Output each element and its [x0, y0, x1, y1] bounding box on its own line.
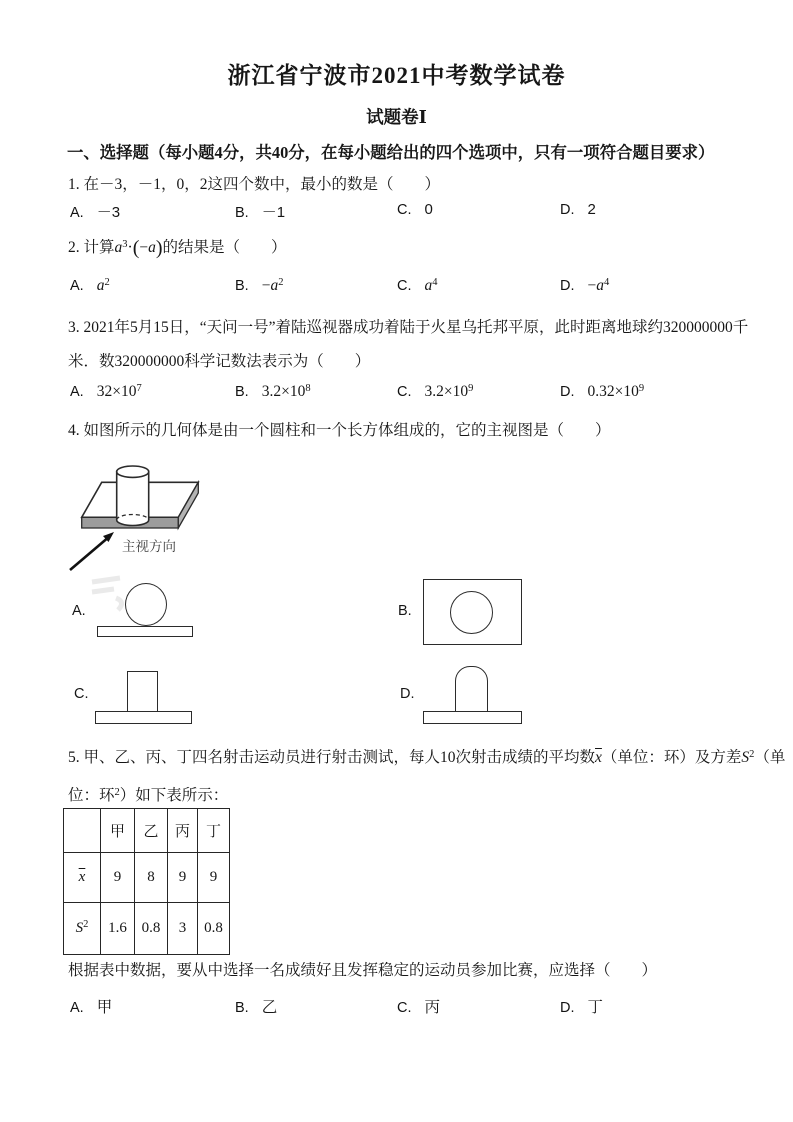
q2-option-c: [397, 277, 438, 295]
question-2-options: [0, 277, 793, 303]
table-header-row: [64, 809, 230, 853]
paper-subtitle: 试题卷Ⅰ: [366, 107, 427, 127]
table-cell: 9: [101, 853, 135, 903]
view-direction-arrow: [70, 532, 114, 570]
row-label-s2: $S^2$: [64, 903, 101, 955]
section-heading: 一、选择题（每小题4分，共40分，在每小题给出的四个选项中，只有一项符合题目要求）: [67, 143, 715, 162]
watermark-artifact: [86, 574, 132, 618]
stem-text: 2. 计算: [68, 239, 115, 256]
q4-option-c-label: C.: [74, 686, 89, 702]
q4-option-c-rect-shape: [127, 671, 158, 712]
option-value: 甲: [96, 999, 113, 1016]
stem-text: 位：环: [68, 787, 115, 804]
option-value: $a^4$: [424, 276, 438, 294]
table-cell: 0.8: [135, 903, 168, 955]
q5-option-a: [70, 995, 112, 1017]
option-label: B.: [235, 1000, 249, 1016]
question-5-question-text: 根据表中数据，要从中选择一名成绩好且发挥稳定的运动员参加比赛，应选择（ ）: [68, 962, 658, 979]
table-header-cell: 乙: [135, 809, 168, 853]
option-value: －1: [261, 204, 286, 221]
q4-solid-figure: [60, 444, 275, 582]
q2-option-b: [235, 277, 283, 295]
q4-option-b-circle-shape: [450, 591, 493, 634]
option-value: $-a^4$: [587, 276, 610, 294]
table-header-cell: 甲: [101, 809, 135, 853]
stem-text: 5. 甲、乙、丙、丁四名射击运动员进行射击测试，每人10次射击成绩的平均数: [68, 749, 596, 766]
table-cell: 0.8: [198, 903, 230, 955]
option-label: D.: [560, 384, 575, 400]
option-label: D.: [560, 278, 575, 294]
stem-text: ）如下表所示：: [119, 787, 229, 804]
q1-option-d: [560, 201, 596, 218]
table-cell: 9: [168, 853, 198, 903]
option-label: A.: [70, 278, 84, 294]
table-cell: 9: [198, 853, 230, 903]
question-3-options: [0, 383, 793, 409]
math-exponent: 2: [114, 786, 120, 798]
option-label: D.: [560, 202, 575, 218]
math-xbar: $\overline{x}$: [595, 749, 602, 766]
table-cell: 3: [168, 903, 198, 955]
option-label: A.: [70, 1000, 84, 1016]
q2-option-a: [70, 277, 110, 295]
q3-option-d: [560, 383, 644, 401]
math-exponent: 3: [122, 238, 128, 250]
question-2-stem: [68, 237, 287, 259]
q2-option-d: [560, 277, 609, 295]
q3-option-c: [397, 383, 473, 401]
option-label: C.: [397, 1000, 412, 1016]
question-4-stem: 4. 如图所示的几何体是由一个圆柱和一个长方体组成的，它的主视图是（ ）: [68, 422, 611, 439]
q4-option-b-label: B.: [398, 603, 412, 619]
math-exponent: 2: [749, 748, 755, 760]
q3-option-b: [235, 383, 311, 401]
q5-option-c: [397, 995, 440, 1017]
question-1-options: [0, 201, 793, 227]
cylinder-shape: [117, 466, 149, 525]
q1-option-c: [397, 201, 433, 218]
q4-option-a-circle-shape: [125, 583, 167, 626]
q5-option-b: [235, 995, 277, 1017]
q4-option-d-roundtop-shape: [455, 666, 488, 713]
stem-text: （单: [754, 749, 786, 766]
q4-option-c-slab-shape: [95, 711, 192, 724]
math-paren: (: [132, 237, 140, 259]
table-cell: 1.6: [101, 903, 135, 955]
option-label: D.: [560, 1000, 575, 1016]
row-label-xbar: $\overline{x}$: [64, 853, 101, 903]
stem-text: 的结果是（ ）: [162, 239, 287, 256]
q5-stats-table: [63, 808, 230, 955]
option-value: $3.2\times 10^9$: [424, 382, 474, 400]
q4-option-a-slab-shape: [97, 626, 193, 637]
table-corner-cell: [64, 809, 101, 853]
option-value: 0: [424, 201, 433, 218]
table-header-cell: 丙: [168, 809, 198, 853]
option-value: 乙: [261, 999, 278, 1016]
q4-option-a-label: A.: [72, 603, 86, 619]
question-3-stem-line2: 米．数320000000科学记数法表示为（ ）: [68, 353, 371, 370]
option-value: $0.32\times 10^9$: [587, 382, 645, 400]
option-label: C.: [397, 278, 412, 294]
exam-title: 浙江省宁波市2021中考数学试卷: [227, 63, 566, 88]
math-dot: ·: [127, 239, 133, 256]
q5-option-d: [560, 995, 603, 1017]
math-paren: ): [155, 237, 163, 259]
option-value: $-a^2$: [261, 276, 284, 294]
option-label: C.: [397, 384, 412, 400]
question-5-stem-line2: [68, 785, 228, 807]
q4-option-d-slab-shape: [423, 711, 522, 724]
math-base: a: [114, 239, 123, 256]
option-label: B.: [235, 278, 249, 294]
q1-option-b: [235, 201, 285, 222]
view-direction-label: 主视方向: [122, 539, 176, 554]
option-label: C.: [397, 202, 412, 218]
option-value: 丙: [424, 999, 441, 1016]
math-base: a: [148, 239, 156, 256]
table-row-mean: [64, 853, 230, 903]
table-row-variance: [64, 903, 230, 955]
option-label: A.: [70, 384, 84, 400]
option-value: －3: [96, 204, 121, 221]
math-s: S: [741, 749, 750, 766]
stem-text: （单位：环）及方差: [601, 749, 742, 766]
table-cell: 8: [135, 853, 168, 903]
option-value: 2: [587, 201, 596, 218]
q1-option-a: [70, 201, 120, 222]
table-header-cell: 丁: [198, 809, 230, 853]
option-value: $32\times 10^7$: [96, 382, 142, 400]
math-minus: −: [139, 239, 149, 256]
question-3-stem-line1: 3. 2021年5月15日，“天问一号”着陆巡视器成功着陆于火星乌托邦平原，此时距离地球约320000000千: [68, 319, 749, 336]
question-5-options: [0, 995, 793, 1021]
option-value: $a^2$: [96, 276, 110, 294]
option-value: $3.2\times 10^8$: [261, 382, 311, 400]
option-value: 丁: [587, 999, 604, 1016]
q4-option-d-label: D.: [400, 686, 415, 702]
q3-option-a: [70, 383, 142, 401]
question-5-stem-line1: [68, 747, 785, 769]
option-label: B.: [235, 205, 249, 221]
option-label: B.: [235, 384, 249, 400]
option-label: A.: [70, 205, 84, 221]
question-1-stem: 1. 在－3，－1，0，2这四个数中，最小的数是（ ）: [68, 176, 441, 193]
